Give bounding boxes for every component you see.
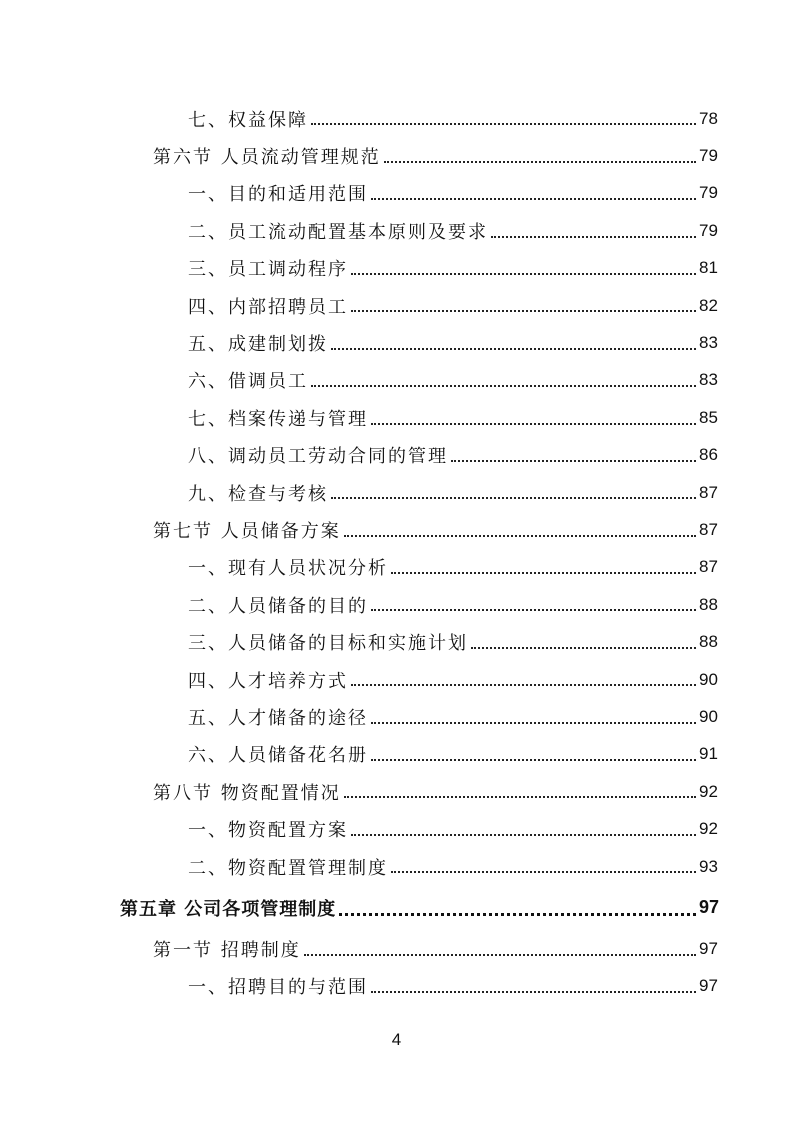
toc-entry-page: 81 [699, 258, 718, 278]
toc-entry-title: 第一节 招聘制度 [153, 939, 301, 961]
toc-entry-page: 92 [699, 819, 718, 839]
dot-leader [491, 212, 696, 249]
toc-entry[interactable] [0, 437, 793, 474]
dot-leader [351, 287, 696, 324]
toc-entry-title: 一、现有人员状况分析 [188, 558, 388, 580]
toc-entry[interactable] [0, 100, 793, 137]
dot-leader [344, 773, 696, 810]
toc-entry-page: 92 [699, 781, 718, 801]
toc-entry-page: 88 [699, 594, 718, 614]
toc-entry[interactable] [0, 287, 793, 324]
toc-entry-title: 四、内部招聘员工 [188, 296, 348, 318]
dot-leader [371, 736, 696, 773]
toc-entry-page: 93 [699, 856, 718, 876]
dot-leader [371, 586, 696, 623]
toc-entry-page: 88 [699, 632, 718, 652]
dot-leader [311, 362, 696, 399]
toc-entry-page: 97 [699, 897, 720, 918]
toc-entry[interactable] [0, 661, 793, 698]
toc-entry-page: 87 [699, 482, 718, 502]
toc-entry[interactable] [0, 474, 793, 511]
toc-entry[interactable] [0, 623, 793, 660]
toc-entry-title: 二、物资配置管理制度 [188, 857, 388, 879]
toc-entry-title: 五、人才储备的途径 [188, 707, 368, 729]
dot-leader [331, 324, 696, 361]
dot-leader [371, 968, 696, 1005]
toc-entry-title: 七、档案传递与管理 [188, 408, 368, 430]
toc-entry-page: 79 [699, 220, 718, 240]
toc-entry-page: 90 [699, 669, 718, 689]
toc-entry-title: 第五章 公司各项管理制度 [120, 898, 337, 920]
toc-entry-page: 91 [699, 744, 718, 764]
toc-entry-title: 第七节 人员储备方案 [153, 520, 341, 542]
table-of-contents [0, 100, 793, 1005]
toc-entry[interactable] [0, 362, 793, 399]
toc-entry[interactable] [0, 586, 793, 623]
toc-entry-title: 第八节 物资配置情况 [153, 782, 341, 804]
dot-leader [351, 250, 696, 287]
dot-leader [351, 810, 696, 847]
toc-entry[interactable] [0, 848, 793, 885]
toc-entry-title: 二、人员储备的目的 [188, 595, 368, 617]
toc-entry-page: 97 [699, 976, 718, 996]
toc-entry-title: 五、成建制划拨 [188, 334, 328, 356]
toc-entry-title: 第六节 人员流动管理规范 [153, 147, 381, 169]
dot-leader [304, 930, 696, 967]
dot-leader [451, 437, 696, 474]
dot-leader [371, 698, 696, 735]
toc-entry-page: 85 [699, 407, 718, 427]
toc-entry-page: 79 [699, 183, 718, 203]
toc-entry-title: 一、目的和适用范围 [188, 184, 368, 206]
page-number: 4 [391, 1030, 402, 1049]
toc-entry[interactable] [0, 549, 793, 586]
toc-entry[interactable] [0, 137, 793, 174]
toc-entry-title: 二、员工流动配置基本原则及要求 [188, 221, 488, 243]
dot-leader [351, 661, 696, 698]
toc-entry-page: 87 [699, 519, 718, 539]
toc-entry[interactable] [0, 511, 793, 548]
toc-entry[interactable] [0, 930, 793, 967]
toc-entry-title: 六、人员储备花名册 [188, 745, 368, 767]
dot-leader [384, 137, 696, 174]
toc-entry-title: 一、招聘目的与范围 [188, 977, 368, 999]
toc-entry[interactable] [0, 698, 793, 735]
toc-entry[interactable] [0, 736, 793, 773]
dot-leader [344, 511, 696, 548]
toc-entry[interactable] [0, 324, 793, 361]
toc-entry[interactable] [0, 175, 793, 212]
toc-chapter-entry[interactable] [0, 885, 793, 930]
toc-entry-title: 八、调动员工劳动合同的管理 [188, 446, 448, 468]
toc-entry-page: 86 [699, 445, 718, 465]
toc-entry-title: 九、检查与考核 [188, 483, 328, 505]
toc-entry-page: 78 [699, 108, 718, 128]
dot-leader [391, 848, 696, 885]
toc-entry-title: 三、员工调动程序 [188, 259, 348, 281]
toc-entry-title: 三、人员储备的目标和实施计划 [188, 633, 468, 655]
toc-entry[interactable] [0, 212, 793, 249]
toc-entry[interactable] [0, 250, 793, 287]
toc-entry[interactable] [0, 399, 793, 436]
toc-entry[interactable] [0, 810, 793, 847]
dot-leader [371, 399, 696, 436]
toc-entry[interactable] [0, 773, 793, 810]
toc-entry-title: 六、借调员工 [188, 371, 308, 393]
dot-leader [471, 623, 696, 660]
toc-entry-page: 82 [699, 295, 718, 315]
toc-entry-page: 79 [699, 146, 718, 166]
toc-entry-page: 83 [699, 370, 718, 390]
dot-leader [339, 885, 696, 930]
toc-entry-page: 97 [699, 938, 718, 958]
toc-entry-page: 87 [699, 557, 718, 577]
toc-entry[interactable] [0, 968, 793, 1005]
toc-entry-title: 四、人才培养方式 [188, 670, 348, 692]
dot-leader [391, 549, 696, 586]
dot-leader [311, 100, 696, 137]
dot-leader [331, 474, 696, 511]
toc-entry-page: 90 [699, 706, 718, 726]
dot-leader [371, 175, 696, 212]
toc-entry-page: 83 [699, 333, 718, 353]
toc-entry-title: 七、权益保障 [188, 109, 308, 131]
toc-entry-title: 一、物资配置方案 [188, 820, 348, 842]
